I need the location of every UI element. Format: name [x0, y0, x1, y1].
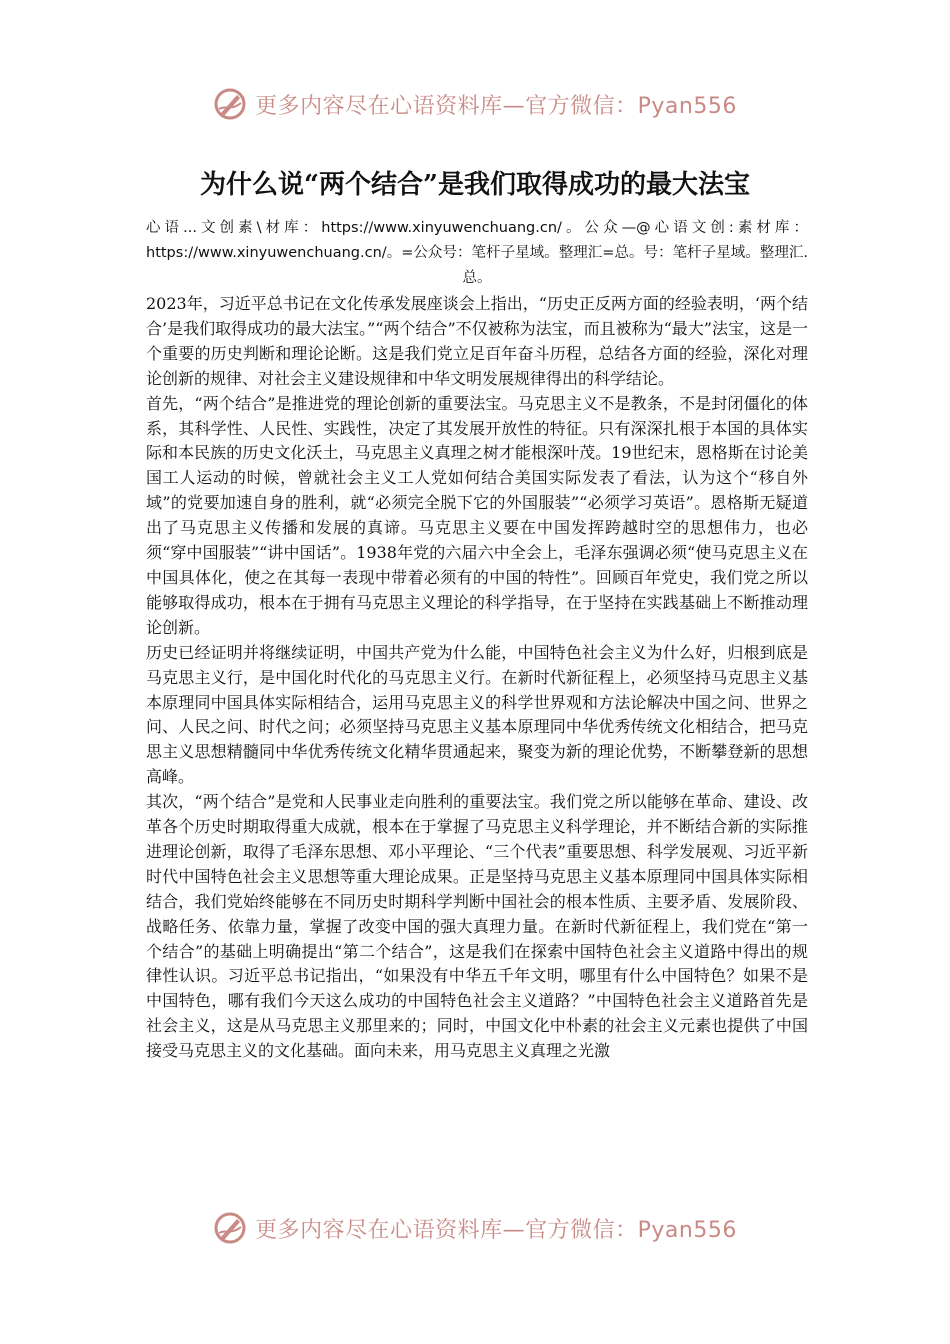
signature-pen-logo-icon [213, 1211, 247, 1245]
document-title: 为什么说“两个结合”是我们取得成功的最大法宝 [200, 170, 750, 201]
source-note: 心语...文创素\材库：https://www.xinyuwenchuang.cn/。公众—@心语文创:素材库：https://www.xinyuwenchuang.cn/。=公众号：笔杆子星域。整理汇=总。号：笔杆子星域。整理汇.总。 [146, 220, 808, 286]
paragraph: 历史已经证明并将继续证明，中国共产党为什么能，中国特色社会主义为什么好，归根到底是马克思主义行，是中国化时代化的马克思主义行。在新时代新征程上，必须坚持马克思主义基本原理同中国具体实际相结合，运用马克思主义的科学世界观和方法论解决中国之问、世界之问、人民之问、时代之问；必须坚持马克思主义基本原理同中华优秀传统文化相结合，把马克思主义思想精髓同中华优秀传统文化精华贯通起来，聚变为新的理论优势，不断攀登新的思想高峰。 [146, 642, 808, 787]
document-body [146, 292, 808, 1064]
paragraph: 2023年，习近平总书记在文化传承发展座谈会上指出，“历史正反两方面的经验表明，‘两个结合’是我们取得成功的最大法宝。”“两个结合”不仅被称为法宝，而且被称为“最大”法宝，这是一个重要的历史判断和理论论断。这是我们党立足百年奋斗历程，总结各方面的经验，深化对理论创新的规律、对社会主义建设规律和中华文明发展规律得出的科学结论。 [146, 294, 808, 388]
watermark-text: 更多内容尽在心语资料库—官方微信：Pyan556 [255, 1217, 737, 1243]
watermark-text: 更多内容尽在心语资料库—官方微信：Pyan556 [255, 93, 737, 119]
paragraph: 其次，“两个结合”是党和人民事业走向胜利的重要法宝。我们党之所以能够在革命、建设、改革各个历史时期取得重大成就，根本在于掌握了马克思主义科学理论，并不断结合新的实际推进理论创新，取得了毛泽东思想、邓小平理论、“三个代表”重要思想、科学发展观、习近平新时代中国特色社会主义思想等重大理论成果。正是坚持马克思主义基本原理同中国具体实际相结合，我们党始终能够在不同历史时期科学判断中国社会的根本性质、主要矛盾、发展阶段、战略任务、依靠力量，掌握了改变中国的强大真理力量。在新时代新征程上，我们党在“第一个结合”的基础上明确提出“第二个结合”，这是我们在探索中国特色社会主义道路中得出的规律性认识。习近平总书记指出，“如果没有中华五千年文明，哪里有什么中国特色？如果不是中国特色，哪有我们今天这么成功的中国特色社会主义道路？”中国特色社会主义道路首先是社会主义，这是从马克思主义那里来的；同时，中国文化中朴素的社会主义元素也提供了中国接受马克思主义的文化基础。面向未来，用马克思主义真理之光激 [146, 792, 808, 1061]
paragraph: 首先，“两个结合”是推进党的理论创新的重要法宝。马克思主义不是教条，不是封闭僵化的体系，其科学性、人民性、实践性，决定了其发展开放性的特征。只有深深扎根于本国的具体实际和本民族的历史文化沃土，马克思主义真理之树才能根深叶茂。19世纪末，恩格斯在讨论美国工人运动的时候，曾就社会主义工人党如何结合美国实际发表了看法，认为这个“移自外域”的党要加速自身的胜利，就“必须完全脱下它的外国服装”“必须学习英语”。恩格斯无疑道出了马克思主义传播和发展的真谛。马克思主义要在中国发挥跨越时空的思想伟力，也必须“穿中国服装”“讲中国话”。1938年党的六届六中全会上，毛泽东强调必须“使马克思主义在中国具体化，使之在其每一表现中带着必须有的中国的特性”。回顾百年党史，我们党之所以能够取得成功，根本在于拥有马克思主义理论的科学指导，在于坚持在实践基础上不断推动理论创新。 [146, 393, 808, 637]
header-watermark-banner [0, 82, 950, 126]
footer-watermark-banner [0, 1206, 950, 1250]
signature-pen-logo-icon [213, 87, 247, 121]
